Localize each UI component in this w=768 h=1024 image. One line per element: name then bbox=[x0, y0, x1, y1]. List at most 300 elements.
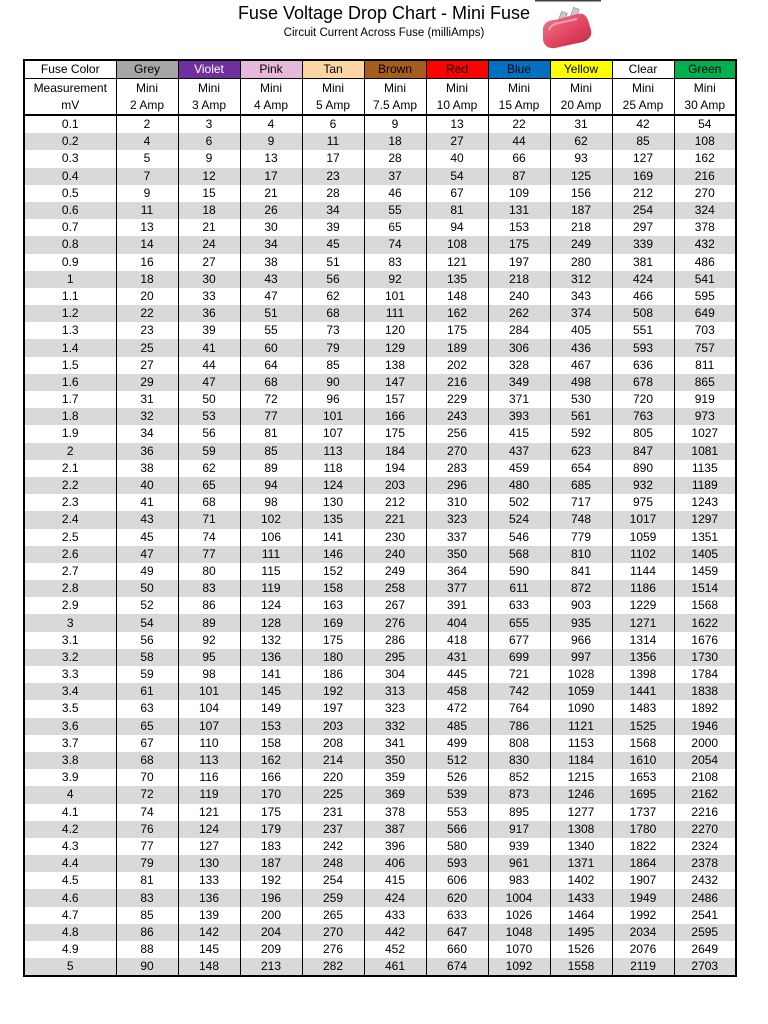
current-cell: 810 bbox=[550, 546, 612, 563]
current-cell: 68 bbox=[116, 752, 178, 769]
table-row bbox=[24, 408, 736, 425]
current-cell: 203 bbox=[302, 718, 364, 735]
current-cell: 2 bbox=[116, 115, 178, 133]
fuse-type-cell: Mini bbox=[240, 79, 302, 98]
current-cell: 51 bbox=[302, 254, 364, 271]
table-row bbox=[24, 236, 736, 253]
current-cell: 63 bbox=[116, 700, 178, 717]
current-cell: 111 bbox=[364, 305, 426, 322]
current-cell: 1027 bbox=[674, 425, 736, 442]
mv-cell: 2.6 bbox=[24, 546, 116, 563]
current-cell: 101 bbox=[178, 683, 240, 700]
current-cell: 2108 bbox=[674, 769, 736, 786]
current-cell: 282 bbox=[302, 958, 364, 976]
current-cell: 170 bbox=[240, 786, 302, 803]
current-cell: 135 bbox=[426, 271, 488, 288]
current-cell: 142 bbox=[178, 924, 240, 941]
fuse-type-cell: Mini bbox=[426, 79, 488, 98]
table-row bbox=[24, 168, 736, 185]
current-cell: 157 bbox=[364, 391, 426, 408]
current-cell: 286 bbox=[364, 632, 426, 649]
current-cell: 68 bbox=[178, 494, 240, 511]
current-cell: 323 bbox=[364, 700, 426, 717]
current-cell: 699 bbox=[488, 649, 550, 666]
mv-cell: 4.5 bbox=[24, 872, 116, 889]
current-cell: 623 bbox=[550, 443, 612, 460]
current-cell: 27 bbox=[178, 254, 240, 271]
current-cell: 1907 bbox=[612, 872, 674, 889]
table-row bbox=[24, 494, 736, 511]
current-cell: 192 bbox=[240, 872, 302, 889]
mv-cell: 3.1 bbox=[24, 632, 116, 649]
current-cell: 459 bbox=[488, 460, 550, 477]
table-row bbox=[24, 855, 736, 872]
current-cell: 1992 bbox=[612, 907, 674, 924]
current-cell: 2076 bbox=[612, 941, 674, 958]
current-cell: 9 bbox=[178, 150, 240, 167]
current-cell: 102 bbox=[240, 511, 302, 528]
current-cell: 119 bbox=[240, 580, 302, 597]
fuse-rating-cell: 7.5 Amp bbox=[364, 97, 426, 115]
current-cell: 1495 bbox=[550, 924, 612, 941]
current-cell: 424 bbox=[364, 889, 426, 906]
current-cell: 391 bbox=[426, 597, 488, 614]
current-cell: 1737 bbox=[612, 804, 674, 821]
table-row bbox=[24, 907, 736, 924]
current-cell: 674 bbox=[426, 958, 488, 976]
table-row bbox=[24, 546, 736, 563]
current-cell: 2216 bbox=[674, 804, 736, 821]
fuse-type-cell: Mini bbox=[178, 79, 240, 98]
current-cell: 90 bbox=[116, 958, 178, 976]
current-cell: 85 bbox=[116, 907, 178, 924]
current-cell: 297 bbox=[612, 219, 674, 236]
table-row bbox=[24, 133, 736, 150]
current-cell: 720 bbox=[612, 391, 674, 408]
current-cell: 1246 bbox=[550, 786, 612, 803]
current-cell: 433 bbox=[364, 907, 426, 924]
current-cell: 81 bbox=[116, 872, 178, 889]
current-cell: 371 bbox=[488, 391, 550, 408]
current-cell: 136 bbox=[178, 889, 240, 906]
current-cell: 1356 bbox=[612, 649, 674, 666]
current-cell: 184 bbox=[364, 443, 426, 460]
current-cell: 141 bbox=[240, 666, 302, 683]
current-cell: 124 bbox=[302, 477, 364, 494]
current-cell: 139 bbox=[178, 907, 240, 924]
current-cell: 442 bbox=[364, 924, 426, 941]
current-cell: 204 bbox=[240, 924, 302, 941]
current-cell: 28 bbox=[364, 150, 426, 167]
current-cell: 76 bbox=[116, 821, 178, 838]
current-cell: 36 bbox=[178, 305, 240, 322]
current-cell: 111 bbox=[240, 546, 302, 563]
current-cell: 47 bbox=[178, 374, 240, 391]
current-cell: 68 bbox=[302, 305, 364, 322]
current-cell: 890 bbox=[612, 460, 674, 477]
table-row bbox=[24, 150, 736, 167]
mv-cell: 4.8 bbox=[24, 924, 116, 941]
current-cell: 21 bbox=[178, 219, 240, 236]
current-cell: 512 bbox=[426, 752, 488, 769]
current-cell: 1090 bbox=[550, 700, 612, 717]
current-cell: 141 bbox=[302, 529, 364, 546]
current-cell: 461 bbox=[364, 958, 426, 976]
current-cell: 121 bbox=[426, 254, 488, 271]
current-cell: 77 bbox=[116, 838, 178, 855]
mv-cell: 1.7 bbox=[24, 391, 116, 408]
current-cell: 101 bbox=[302, 408, 364, 425]
current-cell: 183 bbox=[240, 838, 302, 855]
current-cell: 1314 bbox=[612, 632, 674, 649]
current-cell: 2486 bbox=[674, 889, 736, 906]
current-cell: 72 bbox=[116, 786, 178, 803]
current-cell: 169 bbox=[612, 168, 674, 185]
current-cell: 592 bbox=[550, 425, 612, 442]
fuse-rating-cell: 2 Amp bbox=[116, 97, 178, 115]
table-row bbox=[24, 443, 736, 460]
current-cell: 847 bbox=[612, 443, 674, 460]
current-cell: 21 bbox=[240, 185, 302, 202]
current-cell: 59 bbox=[178, 443, 240, 460]
header-rating-row bbox=[24, 97, 736, 115]
mv-cell: 0.6 bbox=[24, 202, 116, 219]
current-cell: 381 bbox=[612, 254, 674, 271]
current-cell: 1144 bbox=[612, 563, 674, 580]
current-cell: 1526 bbox=[550, 941, 612, 958]
current-cell: 742 bbox=[488, 683, 550, 700]
current-cell: 387 bbox=[364, 821, 426, 838]
current-cell: 1441 bbox=[612, 683, 674, 700]
fuse-color-cell: Tan bbox=[302, 60, 364, 79]
current-cell: 14 bbox=[116, 236, 178, 253]
current-cell: 56 bbox=[116, 632, 178, 649]
current-cell: 34 bbox=[116, 425, 178, 442]
current-cell: 50 bbox=[178, 391, 240, 408]
current-cell: 467 bbox=[550, 357, 612, 374]
table-row bbox=[24, 735, 736, 752]
current-cell: 175 bbox=[488, 236, 550, 253]
current-cell: 89 bbox=[240, 460, 302, 477]
current-cell: 212 bbox=[612, 185, 674, 202]
fuse-type-cell: Mini bbox=[674, 79, 736, 98]
current-cell: 611 bbox=[488, 580, 550, 597]
current-cell: 74 bbox=[116, 804, 178, 821]
current-cell: 30 bbox=[240, 219, 302, 236]
current-cell: 180 bbox=[302, 649, 364, 666]
current-cell: 120 bbox=[364, 322, 426, 339]
current-cell: 86 bbox=[116, 924, 178, 941]
table-row bbox=[24, 597, 736, 614]
current-cell: 13 bbox=[240, 150, 302, 167]
current-cell: 2162 bbox=[674, 786, 736, 803]
current-cell: 66 bbox=[488, 150, 550, 167]
mv-cell: 1.4 bbox=[24, 339, 116, 356]
current-cell: 1004 bbox=[488, 889, 550, 906]
current-cell: 1398 bbox=[612, 666, 674, 683]
current-cell: 11 bbox=[116, 202, 178, 219]
current-cell: 1092 bbox=[488, 958, 550, 976]
current-cell: 138 bbox=[364, 357, 426, 374]
current-cell: 393 bbox=[488, 408, 550, 425]
current-cell: 1949 bbox=[612, 889, 674, 906]
current-cell: 153 bbox=[488, 219, 550, 236]
current-cell: 113 bbox=[302, 443, 364, 460]
current-cell: 89 bbox=[178, 614, 240, 631]
current-cell: 36 bbox=[116, 443, 178, 460]
table-row bbox=[24, 889, 736, 906]
current-cell: 202 bbox=[426, 357, 488, 374]
mv-cell: 1.2 bbox=[24, 305, 116, 322]
current-cell: 485 bbox=[426, 718, 488, 735]
current-cell: 378 bbox=[364, 804, 426, 821]
table-row bbox=[24, 958, 736, 976]
mv-cell: 0.1 bbox=[24, 115, 116, 133]
current-cell: 124 bbox=[240, 597, 302, 614]
current-cell: 324 bbox=[674, 202, 736, 219]
current-cell: 44 bbox=[178, 357, 240, 374]
current-cell: 41 bbox=[116, 494, 178, 511]
current-cell: 52 bbox=[116, 597, 178, 614]
current-cell: 486 bbox=[674, 254, 736, 271]
current-cell: 917 bbox=[488, 821, 550, 838]
current-cell: 339 bbox=[612, 236, 674, 253]
current-cell: 406 bbox=[364, 855, 426, 872]
current-cell: 396 bbox=[364, 838, 426, 855]
current-cell: 472 bbox=[426, 700, 488, 717]
mv-cell: 3.8 bbox=[24, 752, 116, 769]
fuse-rating-cell: 30 Amp bbox=[674, 97, 736, 115]
mv-cell: 3 bbox=[24, 614, 116, 631]
mv-cell: 0.5 bbox=[24, 185, 116, 202]
mv-cell: 2.9 bbox=[24, 597, 116, 614]
current-cell: 175 bbox=[426, 322, 488, 339]
current-cell: 34 bbox=[302, 202, 364, 219]
current-cell: 43 bbox=[240, 271, 302, 288]
current-cell: 94 bbox=[426, 219, 488, 236]
mv-cell: 4.6 bbox=[24, 889, 116, 906]
mv-cell: 1.5 bbox=[24, 357, 116, 374]
current-cell: 1048 bbox=[488, 924, 550, 941]
current-cell: 2324 bbox=[674, 838, 736, 855]
current-cell: 175 bbox=[240, 804, 302, 821]
mv-cell: 4.1 bbox=[24, 804, 116, 821]
current-cell: 107 bbox=[178, 718, 240, 735]
current-cell: 873 bbox=[488, 786, 550, 803]
table-row bbox=[24, 357, 736, 374]
current-cell: 2432 bbox=[674, 872, 736, 889]
current-cell: 660 bbox=[426, 941, 488, 958]
current-cell: 377 bbox=[426, 580, 488, 597]
current-cell: 424 bbox=[612, 271, 674, 288]
current-cell: 65 bbox=[364, 219, 426, 236]
table-row bbox=[24, 254, 736, 271]
current-cell: 18 bbox=[178, 202, 240, 219]
current-cell: 1780 bbox=[612, 821, 674, 838]
current-cell: 1081 bbox=[674, 443, 736, 460]
current-cell: 209 bbox=[240, 941, 302, 958]
current-cell: 94 bbox=[240, 477, 302, 494]
current-cell: 106 bbox=[240, 529, 302, 546]
current-cell: 1864 bbox=[612, 855, 674, 872]
mv-cell: 1.6 bbox=[24, 374, 116, 391]
current-cell: 1243 bbox=[674, 494, 736, 511]
current-cell: 458 bbox=[426, 683, 488, 700]
current-cell: 1402 bbox=[550, 872, 612, 889]
current-cell: 95 bbox=[178, 649, 240, 666]
current-cell: 129 bbox=[364, 339, 426, 356]
current-cell: 590 bbox=[488, 563, 550, 580]
current-cell: 192 bbox=[302, 683, 364, 700]
current-cell: 966 bbox=[550, 632, 612, 649]
current-cell: 11 bbox=[302, 133, 364, 150]
current-cell: 1017 bbox=[612, 511, 674, 528]
current-cell: 1568 bbox=[612, 735, 674, 752]
fuse-color-cell: Clear bbox=[612, 60, 674, 79]
mv-cell: 3.5 bbox=[24, 700, 116, 717]
current-cell: 28 bbox=[302, 185, 364, 202]
current-cell: 568 bbox=[488, 546, 550, 563]
current-cell: 973 bbox=[674, 408, 736, 425]
current-cell: 593 bbox=[612, 339, 674, 356]
current-cell: 1297 bbox=[674, 511, 736, 528]
current-cell: 109 bbox=[488, 185, 550, 202]
current-cell: 306 bbox=[488, 339, 550, 356]
current-cell: 1514 bbox=[674, 580, 736, 597]
current-cell: 80 bbox=[178, 563, 240, 580]
current-cell: 1153 bbox=[550, 735, 612, 752]
mv-cell: 3.9 bbox=[24, 769, 116, 786]
current-cell: 983 bbox=[488, 872, 550, 889]
current-cell: 81 bbox=[240, 425, 302, 442]
current-cell: 42 bbox=[612, 115, 674, 133]
current-cell: 39 bbox=[178, 322, 240, 339]
current-cell: 152 bbox=[302, 563, 364, 580]
current-cell: 748 bbox=[550, 511, 612, 528]
current-cell: 328 bbox=[488, 357, 550, 374]
current-cell: 158 bbox=[302, 580, 364, 597]
current-cell: 1558 bbox=[550, 958, 612, 976]
table-row bbox=[24, 718, 736, 735]
fuse-color-cell: Violet bbox=[178, 60, 240, 79]
table-row bbox=[24, 288, 736, 305]
current-cell: 593 bbox=[426, 855, 488, 872]
unit-label: mV bbox=[24, 97, 116, 115]
current-cell: 166 bbox=[240, 769, 302, 786]
fuse-type-cell: Mini bbox=[364, 79, 426, 98]
mv-cell: 4.2 bbox=[24, 821, 116, 838]
measurement-label: Measurement bbox=[24, 79, 116, 98]
table-row bbox=[24, 529, 736, 546]
current-cell: 37 bbox=[364, 168, 426, 185]
current-cell: 22 bbox=[488, 115, 550, 133]
current-cell: 786 bbox=[488, 718, 550, 735]
table-row bbox=[24, 666, 736, 683]
current-cell: 162 bbox=[240, 752, 302, 769]
current-cell: 436 bbox=[550, 339, 612, 356]
current-cell: 779 bbox=[550, 529, 612, 546]
current-cell: 997 bbox=[550, 649, 612, 666]
current-cell: 240 bbox=[364, 546, 426, 563]
mv-cell: 2.4 bbox=[24, 511, 116, 528]
current-cell: 256 bbox=[426, 425, 488, 442]
current-cell: 808 bbox=[488, 735, 550, 752]
current-cell: 65 bbox=[116, 718, 178, 735]
current-cell: 34 bbox=[240, 236, 302, 253]
current-cell: 1622 bbox=[674, 614, 736, 631]
mv-cell: 2.2 bbox=[24, 477, 116, 494]
current-cell: 242 bbox=[302, 838, 364, 855]
current-cell: 44 bbox=[488, 133, 550, 150]
current-cell: 498 bbox=[550, 374, 612, 391]
current-cell: 90 bbox=[302, 374, 364, 391]
current-cell: 566 bbox=[426, 821, 488, 838]
current-cell: 1059 bbox=[612, 529, 674, 546]
fuse-color-cell: Pink bbox=[240, 60, 302, 79]
current-cell: 26 bbox=[240, 202, 302, 219]
current-cell: 149 bbox=[240, 700, 302, 717]
current-cell: 24 bbox=[178, 236, 240, 253]
mv-cell: 0.3 bbox=[24, 150, 116, 167]
current-cell: 939 bbox=[488, 838, 550, 855]
current-cell: 647 bbox=[426, 924, 488, 941]
current-cell: 147 bbox=[364, 374, 426, 391]
current-cell: 677 bbox=[488, 632, 550, 649]
current-cell: 31 bbox=[550, 115, 612, 133]
current-cell: 127 bbox=[178, 838, 240, 855]
mv-cell: 4.4 bbox=[24, 855, 116, 872]
current-cell: 606 bbox=[426, 872, 488, 889]
current-cell: 280 bbox=[550, 254, 612, 271]
fuse-type-cell: Mini bbox=[550, 79, 612, 98]
table-row bbox=[24, 305, 736, 322]
current-cell: 4 bbox=[116, 133, 178, 150]
current-cell: 270 bbox=[302, 924, 364, 941]
current-cell: 70 bbox=[116, 769, 178, 786]
current-cell: 197 bbox=[488, 254, 550, 271]
current-cell: 83 bbox=[116, 889, 178, 906]
mv-cell: 2.7 bbox=[24, 563, 116, 580]
mv-cell: 4.7 bbox=[24, 907, 116, 924]
current-cell: 230 bbox=[364, 529, 426, 546]
current-cell: 1026 bbox=[488, 907, 550, 924]
current-cell: 22 bbox=[116, 305, 178, 322]
current-cell: 92 bbox=[364, 271, 426, 288]
fuse-type-cell: Mini bbox=[488, 79, 550, 98]
current-cell: 1308 bbox=[550, 821, 612, 838]
current-cell: 15 bbox=[178, 185, 240, 202]
current-cell: 404 bbox=[426, 614, 488, 631]
current-cell: 12 bbox=[178, 168, 240, 185]
table-row bbox=[24, 202, 736, 219]
current-cell: 213 bbox=[240, 958, 302, 976]
current-cell: 1189 bbox=[674, 477, 736, 494]
current-cell: 262 bbox=[488, 305, 550, 322]
fuse-type-cell: Mini bbox=[612, 79, 674, 98]
current-cell: 145 bbox=[240, 683, 302, 700]
current-cell: 93 bbox=[550, 150, 612, 167]
fuse-rating-cell: 20 Amp bbox=[550, 97, 612, 115]
current-cell: 187 bbox=[240, 855, 302, 872]
mv-cell: 2.5 bbox=[24, 529, 116, 546]
current-cell: 53 bbox=[178, 408, 240, 425]
fuse-color-cell: Blue bbox=[488, 60, 550, 79]
current-cell: 6 bbox=[302, 115, 364, 133]
current-cell: 56 bbox=[178, 425, 240, 442]
current-cell: 96 bbox=[302, 391, 364, 408]
current-cell: 259 bbox=[302, 889, 364, 906]
current-cell: 47 bbox=[116, 546, 178, 563]
